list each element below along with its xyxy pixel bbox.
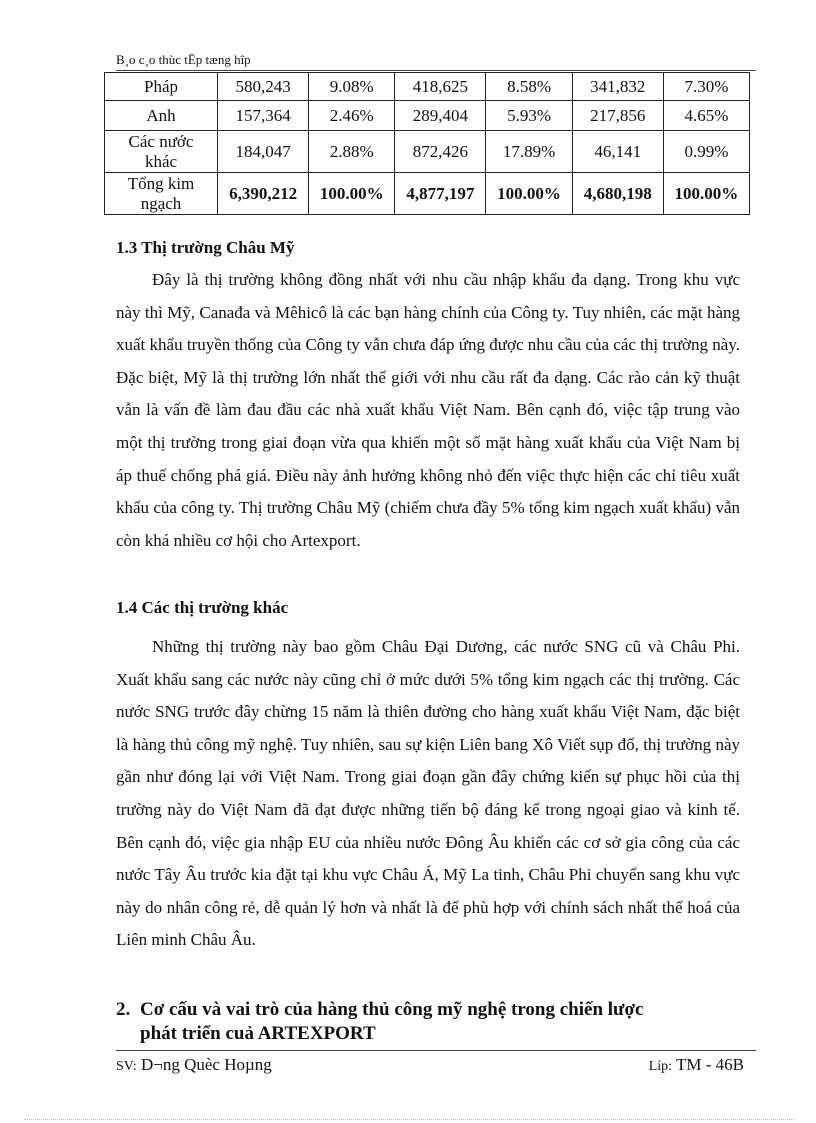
page-bottom-divider [24, 1119, 794, 1120]
table-row [105, 73, 750, 101]
heading-line: phát triển cuả ARTEXPORT [140, 1023, 376, 1044]
table-cell: 100.00% [486, 173, 572, 215]
page-footer [116, 1050, 756, 1074]
class-name: TM - 46B [676, 1055, 744, 1074]
table-cell: 4,877,197 [395, 173, 486, 215]
section-heading-2 [116, 998, 746, 1046]
table-cell: 157,364 [218, 101, 309, 131]
student-name: D¬ng Quèc Hoµng [141, 1055, 272, 1074]
table-cell: 46,141 [572, 131, 663, 173]
section-heading-1-3: 1.3 Thị trường Châu Mỹ [116, 238, 295, 257]
paragraph-americas: Đây là thị trường không đồng nhất với nhu cầu nhập khẩu đa dạng. Trong khu vực này thì Mỹ, Canađa và Mêhicô là các bạn hàng chính của Công ty. Tuy nhiên, các mặt hàng xuất khẩu truyền thống của Công ty vẫn chưa đáp ứng được nhu cầu của các thị trường này. Đặc biệt, Mỹ là thị trường lớn nhất thế giới với nhu cầu rất đa dạng. Các rào cản kỹ thuật vẫn là vấn đề làm đau đầu các nhà xuất khẩu Việt Nam. Bên cạnh đó, việc tập trung vào một thị trường trong giai đoạn vừa qua khiến một số mặt hàng xuất khẩu của Việt Nam bị áp thuế chống phá giá. Điều này ảnh hưởng không nhỏ đến việc thực hiện các chỉ tiêu xuất khẩu của công ty. Thị trường Châu Mỹ (chiếm chưa đầy 5% tổng kim ngạch xuất khẩu) vẫn còn khá nhiều cơ hội cho Artexport. [116, 270, 740, 550]
heading-text: Cơ cấu và vai trò của hàng thủ công mỹ nghệ trong chiến lược [140, 999, 644, 1020]
table-cell: 289,404 [395, 101, 486, 131]
footer-class [649, 1055, 744, 1075]
table-cell: 580,243 [218, 73, 309, 101]
table-cell: 4.65% [663, 101, 749, 131]
table-cell: 5.93% [486, 101, 572, 131]
table-cell: 100.00% [309, 173, 395, 215]
table-cell: 217,856 [572, 101, 663, 131]
table-cell: 8.58% [486, 73, 572, 101]
table-cell: 9.08% [309, 73, 395, 101]
country-line: Các nước [128, 131, 194, 151]
country-line: Tổng kim [127, 173, 195, 193]
export-market-table [104, 72, 750, 215]
footer-student [116, 1055, 272, 1075]
table-cell: 418,625 [395, 73, 486, 101]
table-cell-country: Pháp [105, 73, 218, 101]
table-cell: 7.30% [663, 73, 749, 101]
table-row [105, 131, 750, 173]
country-line: ngạch [140, 193, 182, 213]
table-cell: 100.00% [663, 173, 749, 215]
table-cell-country [105, 173, 218, 215]
student-label: SV: [116, 1059, 137, 1074]
table-cell: 2.88% [309, 131, 395, 173]
table-total-row [105, 173, 750, 215]
table-cell: 0.99% [663, 131, 749, 173]
table-cell: 17.89% [486, 131, 572, 173]
class-label: Líp: [648, 1059, 673, 1074]
table-row [105, 101, 750, 131]
section-heading-1-4: 1.4 Các thị trường khác [116, 598, 289, 617]
table-cell: 2.46% [309, 101, 395, 131]
table-cell-country: Anh [105, 101, 218, 131]
heading-number: 2. [116, 999, 131, 1020]
country-line: khác [144, 151, 178, 171]
heading-line [116, 998, 746, 1022]
paragraph-other-markets: Những thị trường này bao gồm Châu Đại Dương, các nước SNG cũ và Châu Phi. Xuất khẩu sang các nước này cũng chỉ ở mức dưới 5% tổng kim ngạch các thị trường. Các nước SNG trước đây chừng 15 năm là thiên đường cho hàng xuất khẩu Việt Nam, đặc biệt là hàng thủ công mỹ nghệ. Tuy nhiên, sau sự kiện Liên bang Xô Viết sụp đổ, thị trường này gần như đóng lại với Việt Nam. Trong giai đoạn gần đây chứng kiến sự phục hồi của thị trường này do Việt Nam đã đạt được những tiến bộ đáng kể trong ngoại giao và kinh tế. Bên cạnh đó, việc gia nhập EU của nhiều nước Đông Âu khiến các cơ sở gia công của các nước Tây Âu trước kia đặt tại khu vực Châu Á, Mỹ La tinh, Châu Phi chuyển sang khu vực này do nhân công rẻ, dễ quản lý hơn và nhất là để phù hợp với chính sách nhất thể hoá của Liên minh Châu Âu. [116, 637, 740, 950]
table-cell: 4,680,198 [572, 173, 663, 215]
table-cell: 184,047 [218, 131, 309, 173]
table-cell: 341,832 [572, 73, 663, 101]
table-cell: 872,426 [395, 131, 486, 173]
table-cell: 6,390,212 [218, 173, 309, 215]
table-cell-country [105, 131, 218, 173]
page-header: B¸o c¸o thùc tËp tæng hîp [116, 52, 756, 71]
